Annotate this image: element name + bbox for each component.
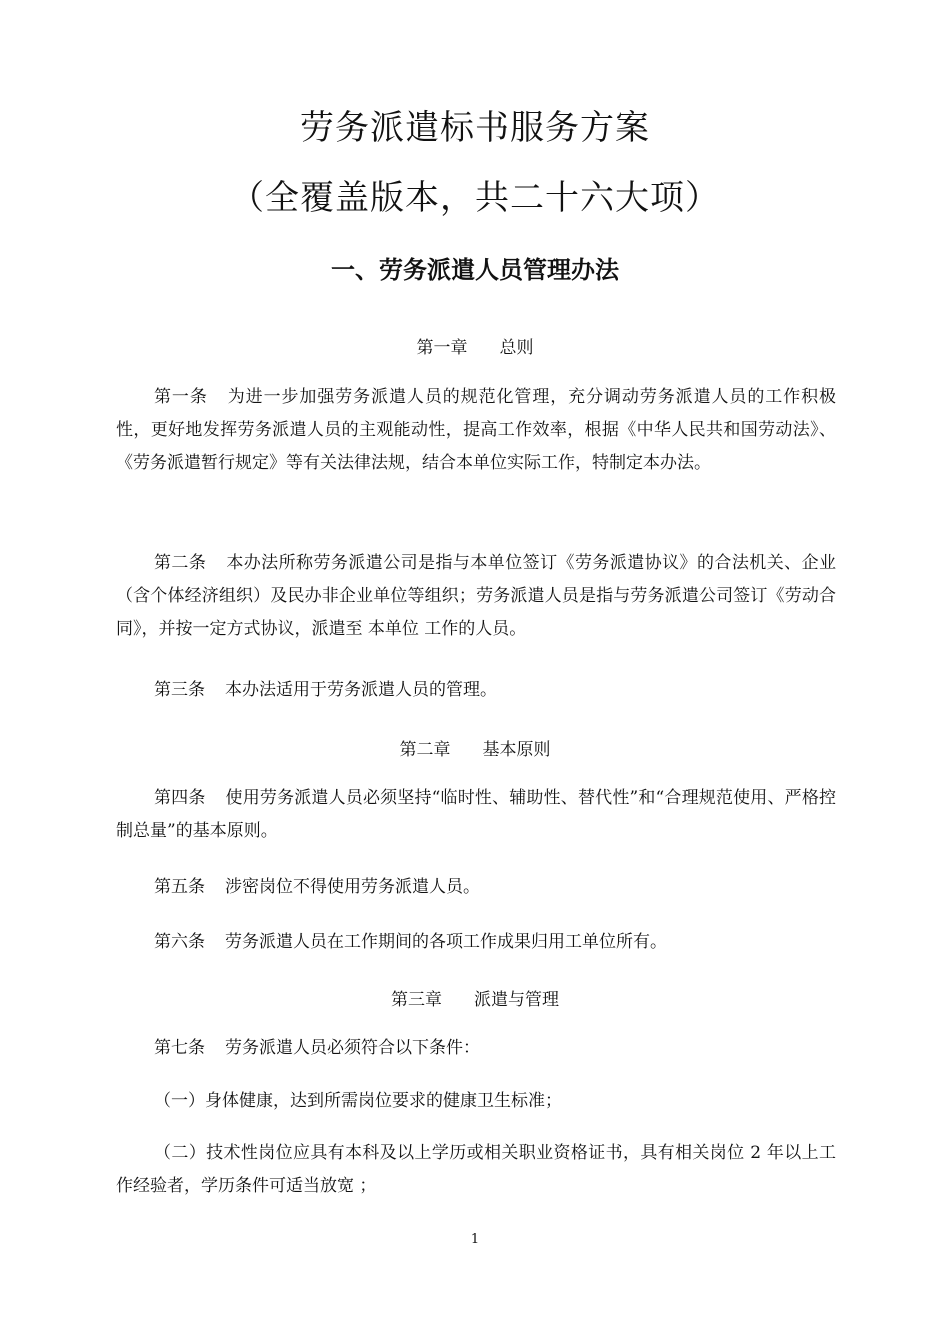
article-paragraph bbox=[116, 871, 836, 904]
article-paragraph bbox=[116, 1032, 836, 1065]
document-title: 劳务派遣标书服务方案 bbox=[300, 108, 650, 148]
article-paragraph bbox=[116, 381, 836, 480]
article-label: 第二条 bbox=[154, 553, 207, 573]
article-text: 本办法所称劳务派遣公司是指与本单位签订《劳务派遣协议》的合法机关、企业（含个体经济组织）及民办非企业单位等组织；劳务派遣人员是指与劳务派遣公司签订《劳动合同》，并按一定方式协议，派遣至 本单位 工作的人员。 bbox=[116, 553, 837, 639]
article-label: 第六条 bbox=[154, 932, 205, 952]
section-heading: 一、劳务派遣人员管理办法 bbox=[331, 256, 619, 284]
chapter-heading bbox=[0, 333, 950, 358]
chapter-label: 第一章 bbox=[416, 338, 468, 358]
article-text: 本办法适用于劳务派遣人员的管理。 bbox=[225, 680, 497, 700]
chapter-name: 总则 bbox=[499, 338, 534, 358]
chapter-name: 基本原则 bbox=[482, 740, 551, 760]
chapter-heading bbox=[0, 735, 950, 760]
article-text: 涉密岗位不得使用劳务派遣人员。 bbox=[225, 877, 480, 897]
article-label: 第七条 bbox=[154, 1038, 205, 1058]
chapter-name: 派遣与管理 bbox=[474, 990, 559, 1010]
page-number: 1 bbox=[470, 1232, 480, 1247]
chapter-heading bbox=[0, 985, 950, 1010]
article-label: 第三条 bbox=[154, 680, 205, 700]
article-text: 使用劳务派遣人员必须坚持“临时性、辅助性、替代性”和“合理规范使用、严格控制总量”的基本原则。 bbox=[116, 788, 837, 841]
list-item: （一）身体健康，达到所需岗位要求的健康卫生标准； bbox=[154, 1091, 562, 1111]
article-label: 第一条 bbox=[154, 387, 208, 407]
document-subtitle: （全覆盖版本，共二十六大项） bbox=[230, 178, 720, 218]
list-item: （二）技术性岗位应具有本科及以上学历或相关职业资格证书，具有相关岗位 2 年以上工作经验者，学历条件可适当放宽 ； bbox=[116, 1143, 836, 1196]
article-text: 劳务派遣人员必须符合以下条件： bbox=[225, 1038, 480, 1058]
article-paragraph bbox=[116, 674, 836, 707]
chapter-label: 第三章 bbox=[391, 990, 442, 1010]
chapter-label: 第二章 bbox=[399, 740, 451, 760]
article-paragraph bbox=[116, 926, 836, 959]
article-text: 劳务派遣人员在工作期间的各项工作成果归用工单位所有。 bbox=[225, 932, 667, 952]
article-paragraph bbox=[116, 547, 836, 646]
article-label: 第四条 bbox=[154, 788, 206, 808]
article-label: 第五条 bbox=[154, 877, 205, 897]
article-text: 为进一步加强劳务派遣人员的规范化管理，充分调动劳务派遣人员的工作积极性，更好地发挥劳务派遣人员的主观能动性，提高工作效率，根据《中华人民共和国劳动法》、《劳务派遣暂行规定》等有关法律法规，结合本单位实际工作，特制定本办法。 bbox=[116, 387, 836, 473]
article-paragraph bbox=[116, 782, 836, 848]
